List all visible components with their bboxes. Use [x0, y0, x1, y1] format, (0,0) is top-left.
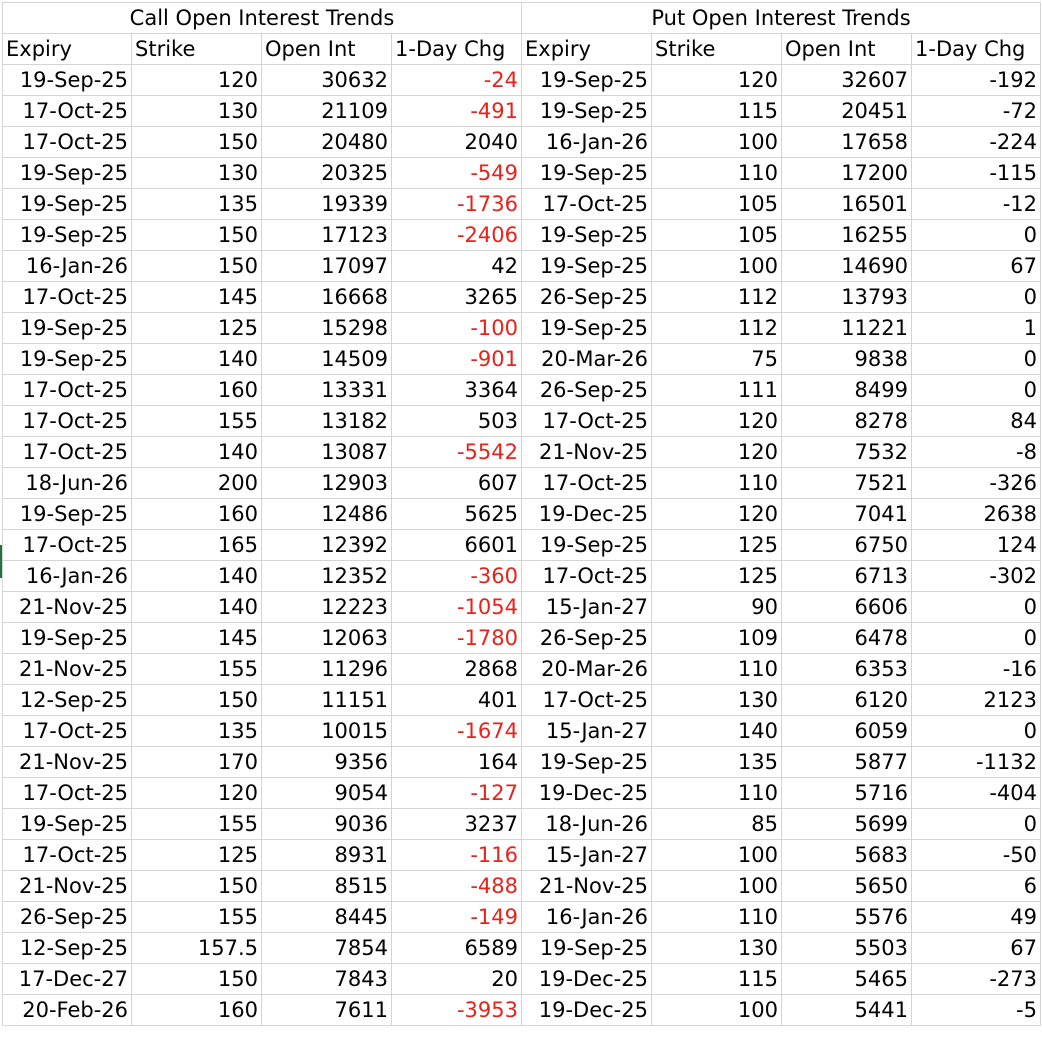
call-strike-cell[interactable]: 120: [132, 778, 262, 809]
call-chg-cell[interactable]: 42: [392, 251, 522, 282]
put-expiry-cell[interactable]: 19-Sep-25: [522, 747, 652, 778]
put-expiry-cell[interactable]: 19-Dec-25: [522, 499, 652, 530]
put-open-int-cell[interactable]: 11221: [782, 313, 912, 344]
call-chg-cell[interactable]: -549: [392, 158, 522, 189]
header-cell-put-open-int[interactable]: Open Int: [782, 34, 912, 65]
put-chg-cell[interactable]: 49: [912, 902, 1041, 933]
put-title-cell[interactable]: Put Open Interest Trends: [522, 3, 1041, 34]
call-open-int-cell[interactable]: 11151: [262, 685, 392, 716]
put-open-int-cell[interactable]: 7521: [782, 468, 912, 499]
call-chg-cell[interactable]: -1054: [392, 592, 522, 623]
call-strike-cell[interactable]: 150: [132, 127, 262, 158]
put-chg-cell[interactable]: -5: [912, 995, 1041, 1026]
call-strike-cell[interactable]: 140: [132, 437, 262, 468]
call-open-int-cell[interactable]: 7611: [262, 995, 392, 1026]
call-chg-cell[interactable]: -360: [392, 561, 522, 592]
put-chg-cell[interactable]: 67: [912, 251, 1041, 282]
put-chg-cell[interactable]: 84: [912, 406, 1041, 437]
call-expiry-cell[interactable]: 19-Sep-25: [3, 809, 132, 840]
call-chg-cell[interactable]: -1674: [392, 716, 522, 747]
table-row: [3, 189, 1041, 220]
table-row: [3, 623, 1041, 654]
put-chg-cell[interactable]: -224: [912, 127, 1041, 158]
put-chg-cell[interactable]: 0: [912, 344, 1041, 375]
put-chg-cell[interactable]: 0: [912, 623, 1041, 654]
call-expiry-cell[interactable]: 26-Sep-25: [3, 902, 132, 933]
call-chg-cell[interactable]: -1736: [392, 189, 522, 220]
put-strike-cell[interactable]: 135: [652, 747, 782, 778]
put-strike-cell[interactable]: 115: [652, 964, 782, 995]
table-row: [3, 127, 1041, 158]
put-strike-cell[interactable]: 111: [652, 375, 782, 406]
put-strike-cell[interactable]: 120: [652, 406, 782, 437]
put-expiry-cell[interactable]: 15-Jan-27: [522, 716, 652, 747]
put-expiry-cell[interactable]: 19-Sep-25: [522, 313, 652, 344]
call-expiry-cell[interactable]: 19-Sep-25: [3, 65, 132, 96]
call-open-int-cell[interactable]: 17123: [262, 220, 392, 251]
call-chg-cell[interactable]: -116: [392, 840, 522, 871]
call-expiry-cell[interactable]: 21-Nov-25: [3, 871, 132, 902]
put-chg-cell[interactable]: 0: [912, 220, 1041, 251]
put-open-int-cell[interactable]: 6606: [782, 592, 912, 623]
put-chg-cell[interactable]: 0: [912, 592, 1041, 623]
table-row: [3, 902, 1041, 933]
call-expiry-cell[interactable]: 16-Jan-26: [3, 561, 132, 592]
call-open-int-cell[interactable]: 10015: [262, 716, 392, 747]
put-strike-cell[interactable]: 110: [652, 158, 782, 189]
put-open-int-cell[interactable]: 32607: [782, 65, 912, 96]
put-open-int-cell[interactable]: 17200: [782, 158, 912, 189]
put-chg-cell[interactable]: -16: [912, 654, 1041, 685]
put-open-int-cell[interactable]: 6059: [782, 716, 912, 747]
call-expiry-cell[interactable]: 19-Sep-25: [3, 220, 132, 251]
put-expiry-cell[interactable]: 26-Sep-25: [522, 282, 652, 313]
call-chg-cell[interactable]: 20: [392, 964, 522, 995]
call-strike-cell[interactable]: 155: [132, 809, 262, 840]
put-strike-cell[interactable]: 85: [652, 809, 782, 840]
call-chg-cell[interactable]: -3953: [392, 995, 522, 1026]
call-expiry-cell[interactable]: 20-Feb-26: [3, 995, 132, 1026]
put-expiry-cell[interactable]: 19-Dec-25: [522, 995, 652, 1026]
header-cell-put-strike[interactable]: Strike: [652, 34, 782, 65]
table-row: [3, 406, 1041, 437]
put-expiry-cell[interactable]: 17-Oct-25: [522, 685, 652, 716]
call-chg-cell[interactable]: -100: [392, 313, 522, 344]
call-strike-cell[interactable]: 125: [132, 313, 262, 344]
put-chg-cell[interactable]: -326: [912, 468, 1041, 499]
put-strike-cell[interactable]: 110: [652, 654, 782, 685]
call-open-int-cell[interactable]: 15298: [262, 313, 392, 344]
put-strike-cell[interactable]: 120: [652, 437, 782, 468]
call-strike-cell[interactable]: 145: [132, 623, 262, 654]
call-expiry-cell[interactable]: 21-Nov-25: [3, 654, 132, 685]
put-strike-cell[interactable]: 100: [652, 995, 782, 1026]
call-strike-cell[interactable]: 150: [132, 251, 262, 282]
call-strike-cell[interactable]: 140: [132, 344, 262, 375]
put-open-int-cell[interactable]: 9838: [782, 344, 912, 375]
call-open-int-cell[interactable]: 20325: [262, 158, 392, 189]
table-row: [3, 468, 1041, 499]
put-open-int-cell[interactable]: 6478: [782, 623, 912, 654]
put-open-int-cell[interactable]: 5716: [782, 778, 912, 809]
call-open-int-cell[interactable]: 12903: [262, 468, 392, 499]
put-chg-cell[interactable]: 0: [912, 375, 1041, 406]
call-expiry-cell[interactable]: 17-Oct-25: [3, 127, 132, 158]
call-chg-cell[interactable]: -127: [392, 778, 522, 809]
put-open-int-cell[interactable]: 8499: [782, 375, 912, 406]
put-strike-cell[interactable]: 115: [652, 96, 782, 127]
put-chg-cell[interactable]: -115: [912, 158, 1041, 189]
put-expiry-cell[interactable]: 16-Jan-26: [522, 127, 652, 158]
put-chg-cell[interactable]: 0: [912, 282, 1041, 313]
call-strike-cell[interactable]: 145: [132, 282, 262, 313]
call-open-int-cell[interactable]: 8931: [262, 840, 392, 871]
put-strike-cell[interactable]: 100: [652, 127, 782, 158]
call-open-int-cell[interactable]: 12063: [262, 623, 392, 654]
call-expiry-cell[interactable]: 18-Jun-26: [3, 468, 132, 499]
call-strike-cell[interactable]: 140: [132, 561, 262, 592]
header-cell-call-open-int[interactable]: Open Int: [262, 34, 392, 65]
call-title-cell[interactable]: Call Open Interest Trends: [3, 3, 522, 34]
call-strike-cell[interactable]: 150: [132, 220, 262, 251]
call-chg-cell[interactable]: 607: [392, 468, 522, 499]
put-open-int-cell[interactable]: 6120: [782, 685, 912, 716]
table-row: [3, 499, 1041, 530]
table-row: [3, 716, 1041, 747]
put-expiry-cell[interactable]: 19-Sep-25: [522, 65, 652, 96]
call-open-int-cell[interactable]: 7854: [262, 933, 392, 964]
call-strike-cell[interactable]: 160: [132, 995, 262, 1026]
call-expiry-cell[interactable]: 17-Oct-25: [3, 437, 132, 468]
put-strike-cell[interactable]: 130: [652, 933, 782, 964]
put-strike-cell[interactable]: 125: [652, 530, 782, 561]
call-expiry-cell[interactable]: 17-Oct-25: [3, 778, 132, 809]
put-chg-cell[interactable]: 1: [912, 313, 1041, 344]
put-chg-cell[interactable]: 2638: [912, 499, 1041, 530]
call-open-int-cell[interactable]: 20480: [262, 127, 392, 158]
call-expiry-cell[interactable]: 19-Sep-25: [3, 189, 132, 220]
call-strike-cell[interactable]: 155: [132, 406, 262, 437]
call-open-int-cell[interactable]: 8445: [262, 902, 392, 933]
call-strike-cell[interactable]: 120: [132, 65, 262, 96]
call-chg-cell[interactable]: 2868: [392, 654, 522, 685]
call-expiry-cell[interactable]: 17-Oct-25: [3, 840, 132, 871]
table-row: [3, 65, 1041, 96]
call-open-int-cell[interactable]: 9054: [262, 778, 392, 809]
put-open-int-cell[interactable]: 20451: [782, 96, 912, 127]
call-chg-cell[interactable]: 6601: [392, 530, 522, 561]
call-expiry-cell[interactable]: 21-Nov-25: [3, 592, 132, 623]
open-interest-table: [2, 2, 1041, 1026]
put-strike-cell[interactable]: 120: [652, 499, 782, 530]
put-expiry-cell[interactable]: 17-Oct-25: [522, 561, 652, 592]
call-expiry-cell[interactable]: 17-Oct-25: [3, 282, 132, 313]
table-row: [3, 158, 1041, 189]
call-chg-cell[interactable]: 164: [392, 747, 522, 778]
put-expiry-cell[interactable]: 21-Nov-25: [522, 871, 652, 902]
call-expiry-cell[interactable]: 17-Dec-27: [3, 964, 132, 995]
put-open-int-cell[interactable]: 14690: [782, 251, 912, 282]
put-open-int-cell[interactable]: 16501: [782, 189, 912, 220]
call-open-int-cell[interactable]: 12223: [262, 592, 392, 623]
table-row: [3, 375, 1041, 406]
put-chg-cell[interactable]: 6: [912, 871, 1041, 902]
put-expiry-cell[interactable]: 26-Sep-25: [522, 375, 652, 406]
call-chg-cell[interactable]: -149: [392, 902, 522, 933]
call-chg-cell[interactable]: 3364: [392, 375, 522, 406]
put-strike-cell[interactable]: 100: [652, 871, 782, 902]
put-open-int-cell[interactable]: 6353: [782, 654, 912, 685]
table-row: [3, 933, 1041, 964]
put-strike-cell[interactable]: 100: [652, 840, 782, 871]
put-chg-cell[interactable]: 0: [912, 809, 1041, 840]
table-row: [3, 778, 1041, 809]
table-row: [3, 313, 1041, 344]
put-chg-cell[interactable]: -12: [912, 189, 1041, 220]
call-strike-cell[interactable]: 157.5: [132, 933, 262, 964]
call-expiry-cell[interactable]: 19-Sep-25: [3, 344, 132, 375]
put-open-int-cell[interactable]: 5503: [782, 933, 912, 964]
put-strike-cell[interactable]: 112: [652, 282, 782, 313]
call-expiry-cell[interactable]: 17-Oct-25: [3, 530, 132, 561]
header-cell-put-chg[interactable]: 1-Day Chg: [912, 34, 1041, 65]
table-row: [3, 96, 1041, 127]
call-chg-cell[interactable]: 503: [392, 406, 522, 437]
put-expiry-cell[interactable]: 18-Jun-26: [522, 809, 652, 840]
put-expiry-cell[interactable]: 19-Sep-25: [522, 933, 652, 964]
put-open-int-cell[interactable]: 5877: [782, 747, 912, 778]
call-expiry-cell[interactable]: 16-Jan-26: [3, 251, 132, 282]
put-chg-cell[interactable]: -8: [912, 437, 1041, 468]
put-strike-cell[interactable]: 140: [652, 716, 782, 747]
call-strike-cell[interactable]: 150: [132, 871, 262, 902]
call-chg-cell[interactable]: -901: [392, 344, 522, 375]
put-expiry-cell[interactable]: 16-Jan-26: [522, 902, 652, 933]
put-expiry-cell[interactable]: 26-Sep-25: [522, 623, 652, 654]
put-chg-cell[interactable]: -72: [912, 96, 1041, 127]
call-expiry-cell[interactable]: 19-Sep-25: [3, 313, 132, 344]
table-row: [3, 654, 1041, 685]
put-open-int-cell[interactable]: 5465: [782, 964, 912, 995]
put-strike-cell[interactable]: 105: [652, 189, 782, 220]
put-expiry-cell[interactable]: 15-Jan-27: [522, 592, 652, 623]
table-row: [3, 530, 1041, 561]
call-expiry-cell[interactable]: 12-Sep-25: [3, 685, 132, 716]
put-strike-cell[interactable]: 130: [652, 685, 782, 716]
call-open-int-cell[interactable]: 7843: [262, 964, 392, 995]
call-strike-cell[interactable]: 160: [132, 499, 262, 530]
call-expiry-cell[interactable]: 17-Oct-25: [3, 716, 132, 747]
put-chg-cell[interactable]: -50: [912, 840, 1041, 871]
put-strike-cell[interactable]: 105: [652, 220, 782, 251]
put-expiry-cell[interactable]: 20-Mar-26: [522, 654, 652, 685]
call-strike-cell[interactable]: 140: [132, 592, 262, 623]
call-expiry-cell[interactable]: 12-Sep-25: [3, 933, 132, 964]
call-strike-cell[interactable]: 150: [132, 685, 262, 716]
put-chg-cell[interactable]: -192: [912, 65, 1041, 96]
header-cell-call-expiry[interactable]: Expiry: [3, 34, 132, 65]
call-strike-cell[interactable]: 130: [132, 96, 262, 127]
call-strike-cell[interactable]: 170: [132, 747, 262, 778]
call-open-int-cell[interactable]: 12392: [262, 530, 392, 561]
call-open-int-cell[interactable]: 13331: [262, 375, 392, 406]
table-row: [3, 809, 1041, 840]
put-strike-cell[interactable]: 75: [652, 344, 782, 375]
table-row: [3, 995, 1041, 1026]
call-open-int-cell[interactable]: 17097: [262, 251, 392, 282]
put-open-int-cell[interactable]: 16255: [782, 220, 912, 251]
put-open-int-cell[interactable]: 13793: [782, 282, 912, 313]
call-open-int-cell[interactable]: 21109: [262, 96, 392, 127]
put-expiry-cell[interactable]: 19-Sep-25: [522, 220, 652, 251]
call-strike-cell[interactable]: 135: [132, 189, 262, 220]
call-chg-cell[interactable]: 3265: [392, 282, 522, 313]
put-expiry-cell[interactable]: 19-Dec-25: [522, 964, 652, 995]
call-expiry-cell[interactable]: 17-Oct-25: [3, 406, 132, 437]
header-cell-call-strike[interactable]: Strike: [132, 34, 262, 65]
put-strike-cell[interactable]: 110: [652, 778, 782, 809]
call-open-int-cell[interactable]: 12352: [262, 561, 392, 592]
put-chg-cell[interactable]: -1132: [912, 747, 1041, 778]
table-row: [3, 964, 1041, 995]
put-expiry-cell[interactable]: 21-Nov-25: [522, 437, 652, 468]
call-strike-cell[interactable]: 160: [132, 375, 262, 406]
put-strike-cell[interactable]: 110: [652, 468, 782, 499]
put-open-int-cell[interactable]: 7041: [782, 499, 912, 530]
call-expiry-cell[interactable]: 17-Oct-25: [3, 375, 132, 406]
call-open-int-cell[interactable]: 12486: [262, 499, 392, 530]
put-chg-cell[interactable]: -302: [912, 561, 1041, 592]
put-expiry-cell[interactable]: 15-Jan-27: [522, 840, 652, 871]
call-open-int-cell[interactable]: 9356: [262, 747, 392, 778]
call-expiry-cell[interactable]: 19-Sep-25: [3, 499, 132, 530]
title-row: [3, 3, 1041, 34]
table-row: [3, 344, 1041, 375]
call-open-int-cell[interactable]: 9036: [262, 809, 392, 840]
put-chg-cell[interactable]: -404: [912, 778, 1041, 809]
put-open-int-cell[interactable]: 5683: [782, 840, 912, 871]
table-row: [3, 685, 1041, 716]
put-chg-cell[interactable]: 124: [912, 530, 1041, 561]
table-row: [3, 251, 1041, 282]
call-strike-cell[interactable]: 200: [132, 468, 262, 499]
put-strike-cell[interactable]: 125: [652, 561, 782, 592]
call-strike-cell[interactable]: 155: [132, 654, 262, 685]
put-strike-cell[interactable]: 90: [652, 592, 782, 623]
put-expiry-cell[interactable]: 17-Oct-25: [522, 189, 652, 220]
put-chg-cell[interactable]: 0: [912, 716, 1041, 747]
table-row: [3, 592, 1041, 623]
table-row: [3, 840, 1041, 871]
call-open-int-cell[interactable]: 16668: [262, 282, 392, 313]
put-strike-cell[interactable]: 109: [652, 623, 782, 654]
put-open-int-cell[interactable]: 6713: [782, 561, 912, 592]
call-strike-cell[interactable]: 150: [132, 964, 262, 995]
call-chg-cell[interactable]: -2406: [392, 220, 522, 251]
call-expiry-cell[interactable]: 17-Oct-25: [3, 96, 132, 127]
call-chg-cell[interactable]: -5542: [392, 437, 522, 468]
put-chg-cell[interactable]: 2123: [912, 685, 1041, 716]
call-strike-cell[interactable]: 125: [132, 840, 262, 871]
table-row: [3, 220, 1041, 251]
put-expiry-cell[interactable]: 19-Sep-25: [522, 158, 652, 189]
call-chg-cell[interactable]: -1780: [392, 623, 522, 654]
call-strike-cell[interactable]: 165: [132, 530, 262, 561]
call-expiry-cell[interactable]: 21-Nov-25: [3, 747, 132, 778]
put-open-int-cell[interactable]: 17658: [782, 127, 912, 158]
table-row: [3, 871, 1041, 902]
header-cell-call-chg[interactable]: 1-Day Chg: [392, 34, 522, 65]
table-row: [3, 561, 1041, 592]
call-chg-cell[interactable]: -24: [392, 65, 522, 96]
call-open-int-cell[interactable]: 11296: [262, 654, 392, 685]
table-row: [3, 747, 1041, 778]
call-open-int-cell[interactable]: 30632: [262, 65, 392, 96]
put-strike-cell[interactable]: 100: [652, 251, 782, 282]
put-open-int-cell[interactable]: 5576: [782, 902, 912, 933]
call-open-int-cell[interactable]: 13087: [262, 437, 392, 468]
put-open-int-cell[interactable]: 5650: [782, 871, 912, 902]
call-open-int-cell[interactable]: 13182: [262, 406, 392, 437]
put-chg-cell[interactable]: -273: [912, 964, 1041, 995]
table-row: [3, 282, 1041, 313]
put-chg-cell[interactable]: 67: [912, 933, 1041, 964]
call-open-int-cell[interactable]: 19339: [262, 189, 392, 220]
table-row: [3, 437, 1041, 468]
put-expiry-cell[interactable]: 19-Dec-25: [522, 778, 652, 809]
put-expiry-cell[interactable]: 20-Mar-26: [522, 344, 652, 375]
call-chg-cell[interactable]: 2040: [392, 127, 522, 158]
call-chg-cell[interactable]: 3237: [392, 809, 522, 840]
call-open-int-cell[interactable]: 14509: [262, 344, 392, 375]
put-open-int-cell[interactable]: 6750: [782, 530, 912, 561]
put-expiry-cell[interactable]: 17-Oct-25: [522, 468, 652, 499]
put-open-int-cell[interactable]: 5699: [782, 809, 912, 840]
call-chg-cell[interactable]: 401: [392, 685, 522, 716]
call-expiry-cell[interactable]: 19-Sep-25: [3, 158, 132, 189]
put-expiry-cell[interactable]: 17-Oct-25: [522, 406, 652, 437]
put-strike-cell[interactable]: 112: [652, 313, 782, 344]
call-open-int-cell[interactable]: 8515: [262, 871, 392, 902]
put-strike-cell[interactable]: 110: [652, 902, 782, 933]
call-strike-cell[interactable]: 135: [132, 716, 262, 747]
put-expiry-cell[interactable]: 19-Sep-25: [522, 251, 652, 282]
call-strike-cell[interactable]: 155: [132, 902, 262, 933]
put-open-int-cell[interactable]: 7532: [782, 437, 912, 468]
put-strike-cell[interactable]: 120: [652, 65, 782, 96]
call-chg-cell[interactable]: -491: [392, 96, 522, 127]
header-cell-put-expiry[interactable]: Expiry: [522, 34, 652, 65]
call-strike-cell[interactable]: 130: [132, 158, 262, 189]
put-expiry-cell[interactable]: 19-Sep-25: [522, 96, 652, 127]
put-open-int-cell[interactable]: 8278: [782, 406, 912, 437]
call-expiry-cell[interactable]: 19-Sep-25: [3, 623, 132, 654]
call-chg-cell[interactable]: -488: [392, 871, 522, 902]
header-row: [3, 34, 1041, 65]
put-expiry-cell[interactable]: 19-Sep-25: [522, 530, 652, 561]
call-chg-cell[interactable]: 5625: [392, 499, 522, 530]
call-chg-cell[interactable]: 6589: [392, 933, 522, 964]
put-open-int-cell[interactable]: 5441: [782, 995, 912, 1026]
